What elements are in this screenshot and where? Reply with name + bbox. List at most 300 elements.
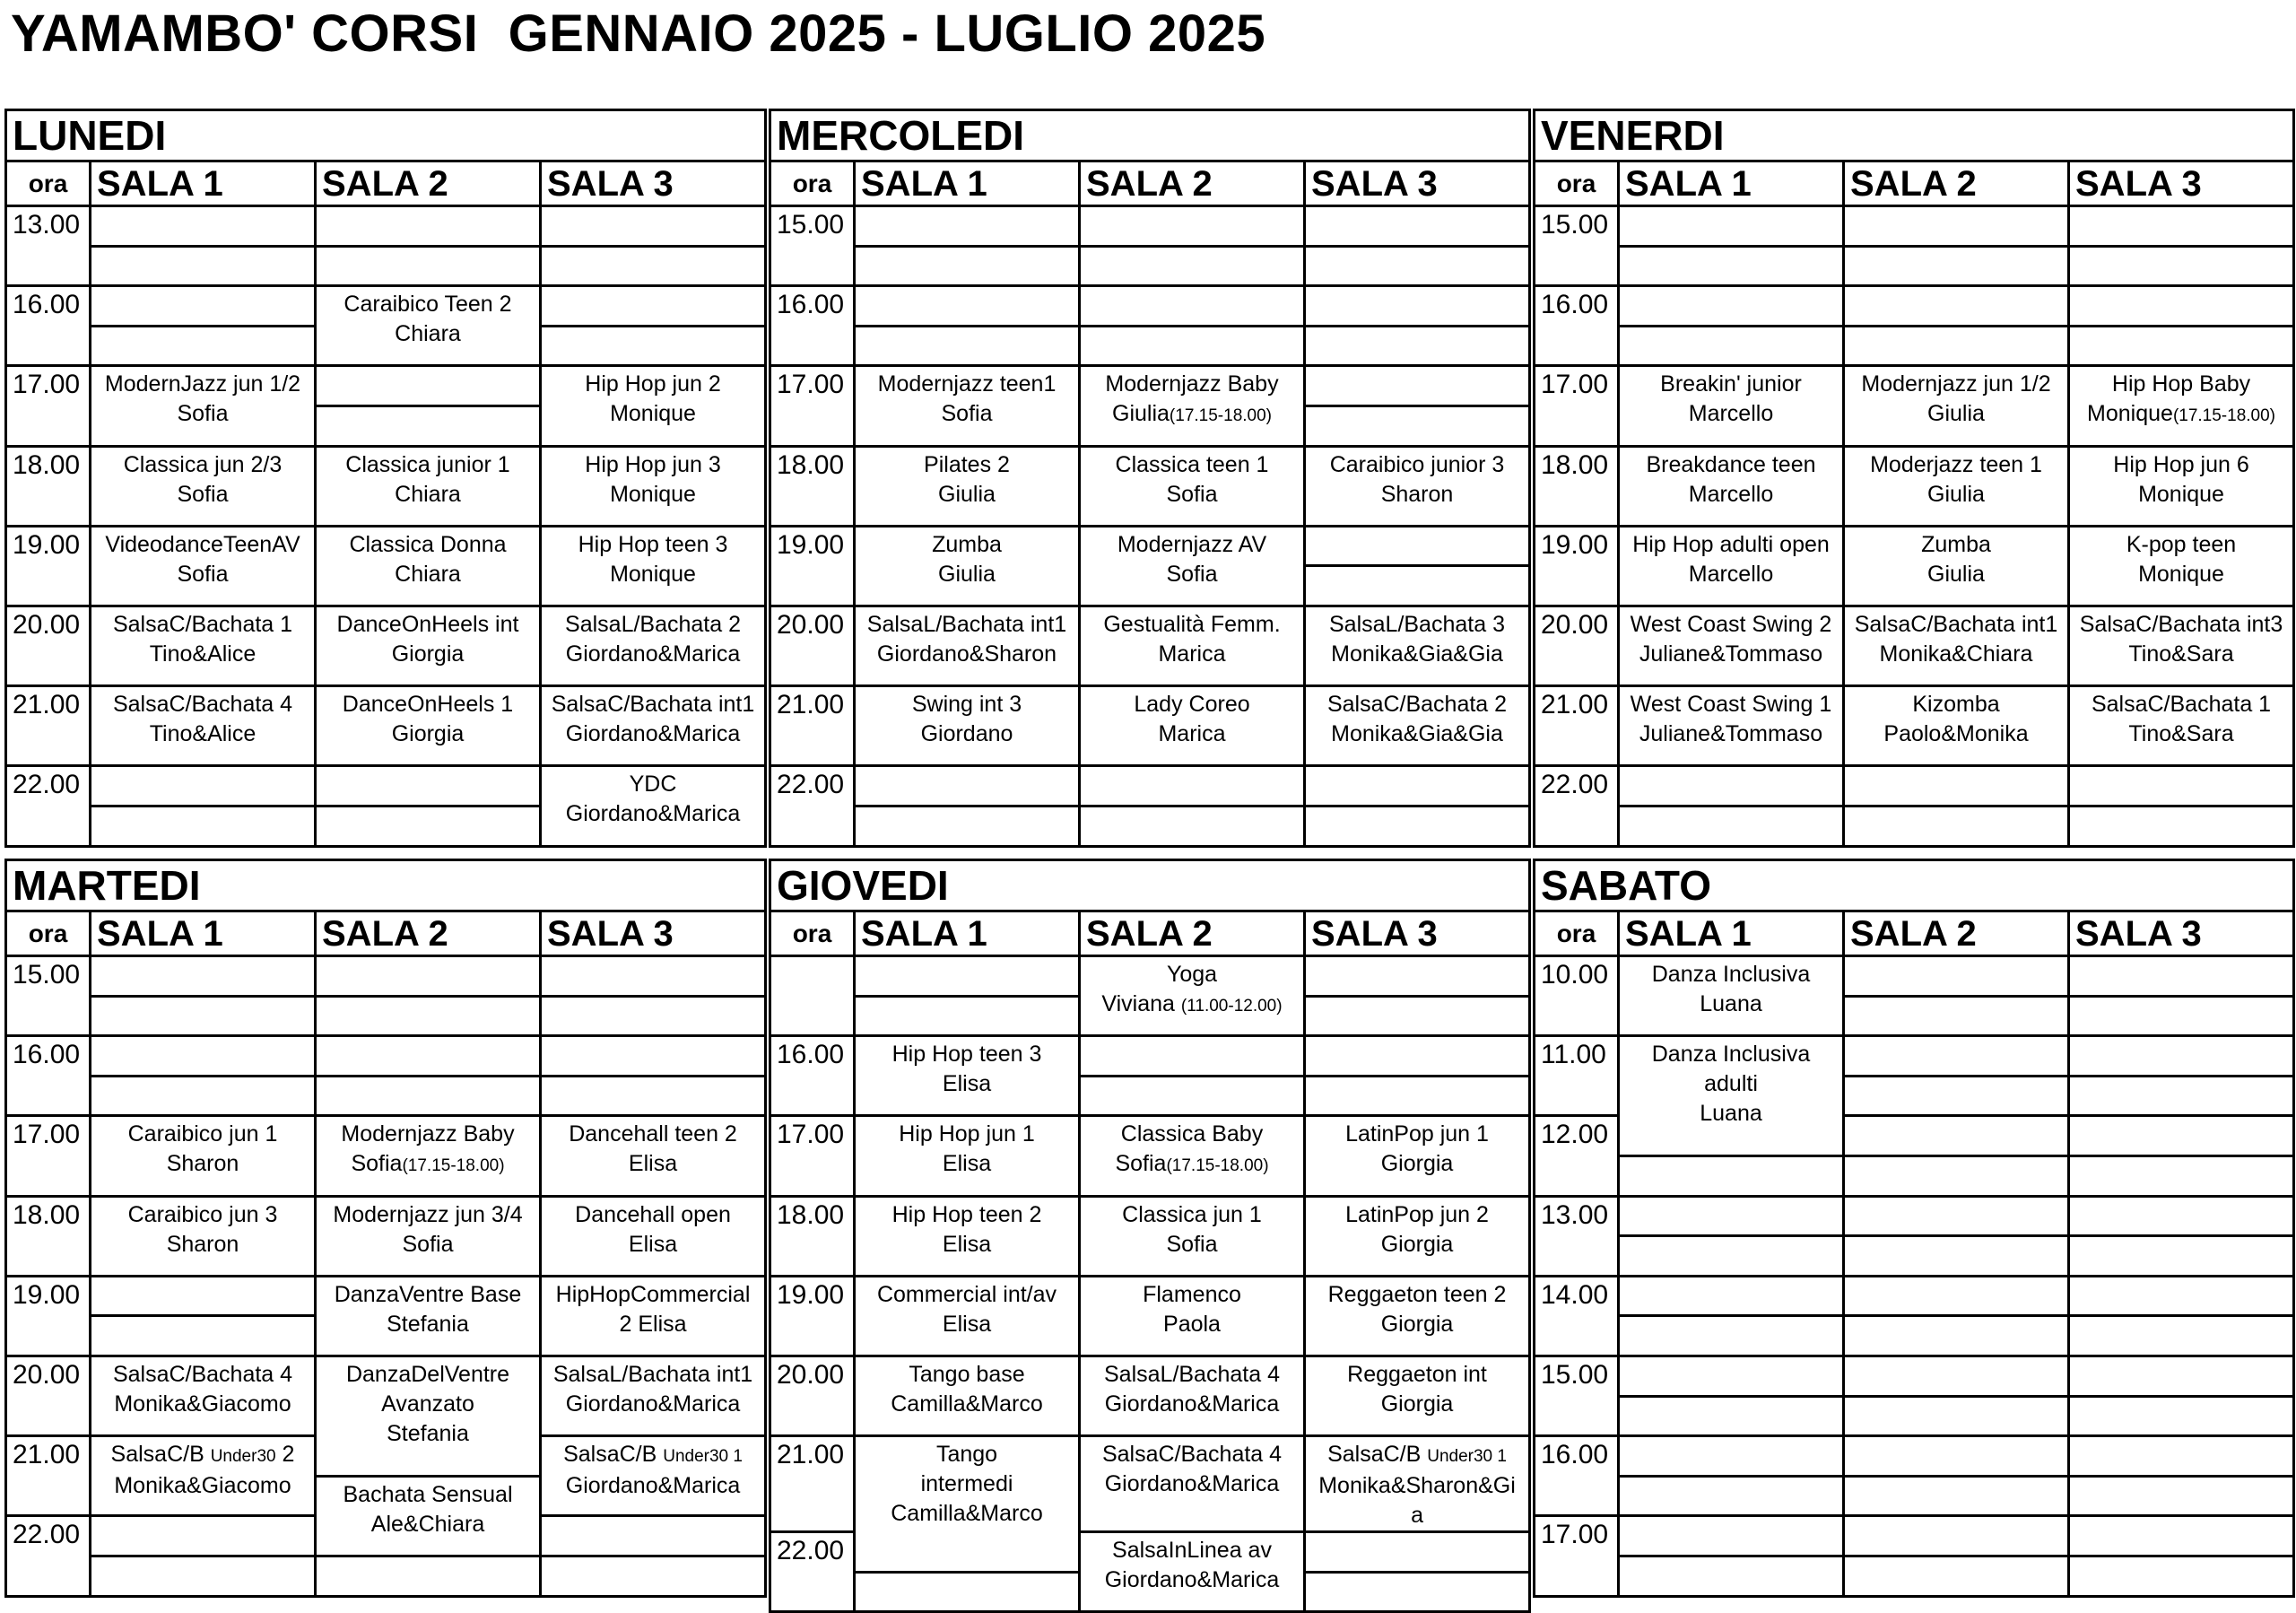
class-name — [1620, 690, 1842, 719]
cell-text: Hip Hop Baby — [2111, 371, 2251, 397]
class-cell — [855, 686, 1080, 766]
page-title: YAMAMBO' CORSI GENNAIO 2025 - LUGLIO 2025 — [11, 4, 1266, 63]
cell-text: Caraibico junior 3 — [1329, 451, 1505, 477]
class-cell — [1844, 526, 2069, 606]
empty-cell — [91, 1076, 316, 1116]
cell-text: Flamenco — [1143, 1281, 1241, 1307]
cell-text: Hip Hop teen 2 — [891, 1201, 1042, 1227]
time-cell: 10.00 — [1535, 956, 1619, 1036]
class-name — [542, 370, 764, 399]
cell-text: SalsaC/Bachata 1 — [112, 611, 293, 637]
class-line — [91, 1390, 314, 1419]
empty-cell — [91, 766, 316, 806]
time-cell — [770, 956, 855, 1036]
class-name — [317, 1120, 539, 1149]
class-line — [91, 560, 314, 589]
cell-text: SalsaC/Bachata 2 — [1326, 692, 1508, 718]
empty-cell — [1844, 1196, 2069, 1236]
time-note: (11.00-12.00) — [1180, 997, 1283, 1016]
class-line — [1306, 1471, 1528, 1501]
cell-text: Sofia — [177, 401, 229, 427]
small-note: Under30 — [210, 1447, 276, 1467]
class-cell — [855, 1036, 1080, 1116]
class-line — [2070, 560, 2292, 589]
class-name — [1620, 530, 1842, 560]
cell-text: DanceOnHeels int — [336, 611, 519, 637]
cell-text: Paolo&Monika — [1883, 721, 2029, 747]
cell-text: Zumba — [1921, 531, 1991, 557]
time-cell: 15.00 — [1535, 206, 1619, 286]
class-cell — [541, 446, 766, 526]
cell-text: Gestualità Femm. — [1103, 611, 1281, 637]
class-line — [2070, 640, 2292, 669]
empty-cell — [1844, 1476, 2069, 1516]
class-line — [856, 719, 1078, 749]
empty-cell — [316, 806, 541, 846]
cell-text: LatinPop jun 1 — [1345, 1121, 1489, 1147]
class-line — [1306, 640, 1528, 669]
class-cell — [855, 1436, 1080, 1573]
class-line — [1306, 1310, 1528, 1339]
empty-cell — [1305, 326, 1530, 366]
class-line — [856, 1499, 1078, 1529]
cell-text: Chiara — [395, 561, 461, 587]
time-cell: 19.00 — [1535, 526, 1619, 606]
class-line — [317, 1419, 539, 1449]
class-line — [317, 1310, 539, 1339]
empty-cell — [1619, 766, 1844, 806]
class-line — [1845, 719, 2067, 749]
class-name — [1081, 610, 1303, 640]
class-line — [856, 1069, 1078, 1099]
class-line — [856, 1469, 1078, 1499]
empty-cell — [1619, 246, 1844, 286]
empty-cell — [316, 766, 541, 806]
empty-cell — [541, 1036, 766, 1077]
room-header: SALA 2 — [1080, 911, 1305, 956]
cell-text: Hip Hop jun 2 — [585, 371, 721, 397]
empty-cell — [1844, 286, 2069, 327]
room-header: SALA 1 — [91, 161, 316, 206]
empty-cell — [1619, 1236, 1844, 1277]
ora-header: ora — [770, 161, 855, 206]
cell-text: Monique — [2138, 481, 2224, 507]
room-header: SALA 2 — [316, 161, 541, 206]
class-name — [1620, 960, 1842, 990]
cell-text: Modernjazz Baby — [341, 1121, 515, 1147]
class-line — [1845, 399, 2067, 429]
cell-text: Elisa — [942, 1311, 992, 1337]
class-name — [542, 1200, 764, 1230]
class-cell — [541, 1436, 766, 1516]
class-cell — [855, 446, 1080, 526]
cell-text: Giordano&Marica — [565, 641, 741, 667]
class-cell — [316, 1356, 541, 1476]
room-header: SALA 3 — [541, 911, 766, 956]
class-line — [317, 1149, 539, 1181]
class-name — [1620, 450, 1842, 480]
cell-text: Monika&Gia&Gia — [1331, 641, 1503, 667]
time-cell: 14.00 — [1535, 1276, 1619, 1356]
empty-cell — [1305, 206, 1530, 247]
class-line — [856, 1390, 1078, 1419]
class-cell — [541, 526, 766, 606]
room-header: SALA 1 — [855, 911, 1080, 956]
class-cell — [316, 1476, 541, 1556]
class-line — [1081, 1310, 1303, 1339]
class-name — [1306, 450, 1528, 480]
class-line — [1620, 719, 1842, 749]
day-table-venerdi — [1533, 109, 2295, 848]
cell-text: Elisa — [942, 1151, 992, 1177]
class-line — [1620, 1099, 1842, 1129]
empty-cell — [2069, 996, 2294, 1036]
cell-text: Sofia — [177, 481, 229, 507]
cell-text: Hip Hop jun 1 — [899, 1121, 1035, 1147]
class-name — [856, 1040, 1078, 1069]
cell-text: Giordano&Marica — [565, 721, 741, 747]
time-cell: 15.00 — [770, 206, 855, 286]
class-name — [1306, 690, 1528, 719]
empty-cell — [91, 806, 316, 846]
time-cell: 16.00 — [6, 1036, 91, 1116]
cell-text: Monika&Giacomo — [114, 1473, 291, 1499]
time-note: (17.15-18.00) — [1166, 1156, 1269, 1176]
empty-cell — [541, 1076, 766, 1116]
time-cell: 22.00 — [6, 766, 91, 846]
time-cell: 21.00 — [1535, 686, 1619, 766]
cell-text: Giordano&Marica — [565, 1473, 741, 1499]
cell-text: K-pop teen — [2126, 531, 2237, 557]
class-cell — [1080, 446, 1305, 526]
class-line — [542, 560, 764, 589]
cell-text: Sharon — [1380, 481, 1454, 507]
cell-text: Modernjazz jun 3/4 — [333, 1201, 523, 1227]
class-line — [317, 1510, 539, 1539]
class-line — [856, 560, 1078, 589]
class-name — [1081, 690, 1303, 719]
cell-text: Sofia — [177, 561, 229, 587]
room-header: SALA 3 — [1305, 161, 1530, 206]
empty-cell — [91, 1556, 316, 1596]
cell-text: Luana — [1700, 1101, 1762, 1127]
cell-text: Giordano&Marica — [1104, 1567, 1280, 1593]
time-cell: 17.00 — [6, 1116, 91, 1196]
empty-cell — [855, 766, 1080, 806]
cell-text: Marica — [1158, 641, 1226, 667]
room-header: SALA 3 — [2069, 911, 2294, 956]
cell-text: Viviana — [1101, 991, 1181, 1016]
class-line — [1081, 1469, 1303, 1499]
class-line — [542, 799, 764, 829]
empty-cell — [2069, 1196, 2294, 1236]
class-line — [317, 640, 539, 669]
class-line — [542, 719, 764, 749]
class-cell — [1305, 1116, 1530, 1196]
class-name — [542, 1360, 764, 1390]
cell-text: SalsaC/Bachata int1 — [551, 692, 755, 718]
class-name — [1845, 690, 2067, 719]
class-cell — [1080, 1356, 1305, 1435]
small-note: Under30 1 — [1427, 1447, 1507, 1467]
cell-text: Giorgia — [1380, 1231, 1454, 1257]
empty-cell — [316, 1556, 541, 1596]
class-line — [542, 399, 764, 429]
class-cell — [91, 606, 316, 685]
cell-text: SalsaC/Bachata 4 — [112, 1361, 293, 1387]
empty-cell — [855, 996, 1080, 1036]
class-line — [1845, 480, 2067, 510]
cell-text: Classica teen 1 — [1115, 451, 1269, 477]
cell-text: Giordano&Marica — [1104, 1391, 1280, 1417]
cell-text: Classica Baby — [1120, 1121, 1264, 1147]
class-line — [1081, 480, 1303, 510]
time-cell: 16.00 — [1535, 1436, 1619, 1516]
class-line — [542, 1310, 764, 1339]
class-line — [856, 640, 1078, 669]
class-line — [1306, 719, 1528, 749]
class-line — [91, 719, 314, 749]
empty-cell — [91, 1036, 316, 1077]
class-cell — [541, 606, 766, 685]
cell-text: SalsaL/Bachata int1 — [866, 611, 1067, 637]
empty-cell — [316, 246, 541, 286]
empty-cell — [2069, 1556, 2294, 1596]
empty-cell — [1080, 246, 1305, 286]
class-line — [856, 399, 1078, 429]
class-cell — [316, 286, 541, 366]
class-cell — [316, 686, 541, 766]
empty-cell — [2069, 1436, 2294, 1477]
time-cell: 17.00 — [6, 366, 91, 446]
class-name — [542, 1120, 764, 1149]
class-line — [1081, 1149, 1303, 1181]
time-cell: 12.00 — [1535, 1116, 1619, 1196]
class-name — [856, 1280, 1078, 1310]
cell-text: Bachata Sensual — [343, 1481, 513, 1507]
class-cell — [1080, 1532, 1305, 1612]
empty-cell — [1844, 996, 2069, 1036]
room-header: SALA 3 — [1305, 911, 1530, 956]
cell-text: a — [1411, 1503, 1423, 1529]
empty-cell — [316, 206, 541, 247]
class-cell — [91, 1436, 316, 1516]
class-cell — [1305, 1436, 1530, 1532]
cell-text: Yoga — [1166, 962, 1218, 987]
class-name — [317, 1280, 539, 1310]
class-name — [856, 530, 1078, 560]
class-name — [2070, 370, 2292, 399]
cell-text: HipHopCommercial — [555, 1281, 751, 1307]
class-cell — [1619, 526, 1844, 606]
ora-header: ora — [6, 161, 91, 206]
empty-cell — [1844, 1316, 2069, 1356]
class-name — [91, 450, 314, 480]
empty-cell — [1080, 206, 1305, 247]
class-cell — [1305, 686, 1530, 766]
class-cell — [91, 526, 316, 606]
cell-text: Giorgia — [391, 721, 465, 747]
class-cell — [316, 1196, 541, 1276]
cell-text: Swing int 3 — [911, 692, 1022, 718]
empty-cell — [2069, 1316, 2294, 1356]
ora-header: ora — [6, 911, 91, 956]
cell-text: Giulia — [1927, 401, 1985, 427]
class-line — [2070, 399, 2292, 431]
class-name — [1081, 1536, 1303, 1565]
empty-cell — [1080, 1076, 1305, 1116]
room-header: SALA 2 — [316, 911, 541, 956]
empty-cell — [1844, 1076, 2069, 1116]
cell-text: Giorgia — [1380, 1311, 1454, 1337]
empty-cell — [2069, 246, 2294, 286]
cell-text: DanzaVentre Base — [334, 1281, 522, 1307]
empty-cell — [1619, 286, 1844, 327]
class-line — [1620, 399, 1842, 429]
cell-text: adulti — [1704, 1071, 1758, 1097]
class-cell — [1844, 686, 2069, 766]
cell-text: Monique — [610, 561, 696, 587]
class-line — [1306, 1230, 1528, 1260]
empty-cell — [1844, 766, 2069, 806]
class-cell — [1619, 366, 1844, 446]
class-line — [1620, 640, 1842, 669]
class-cell — [1619, 686, 1844, 766]
class-cell — [2069, 446, 2294, 526]
empty-cell — [855, 246, 1080, 286]
empty-cell — [1305, 526, 1530, 566]
cell-text: Elisa — [942, 1231, 992, 1257]
time-cell: 19.00 — [770, 1276, 855, 1356]
class-cell — [1305, 1356, 1530, 1435]
class-cell — [316, 526, 541, 606]
cell-text: Giordano&Marica — [1104, 1471, 1280, 1497]
class-line — [1620, 1069, 1842, 1099]
class-line — [1306, 1501, 1528, 1530]
class-cell — [91, 366, 316, 446]
class-name — [317, 1480, 539, 1510]
cell-text: Giorgia — [391, 641, 465, 667]
class-cell — [91, 446, 316, 526]
class-cell — [855, 1196, 1080, 1276]
empty-cell — [91, 1516, 316, 1556]
cell-text: Giulia — [1927, 481, 1985, 507]
class-cell — [91, 1196, 316, 1276]
empty-cell — [2069, 1476, 2294, 1516]
time-cell: 17.00 — [1535, 366, 1619, 446]
cell-text: Ale&Chiara — [370, 1511, 485, 1537]
class-cell — [91, 686, 316, 766]
class-cell — [91, 1116, 316, 1196]
time-cell: 19.00 — [6, 1276, 91, 1356]
cell-text: Sofia — [941, 401, 993, 427]
empty-cell — [1619, 1316, 1844, 1356]
cell-text: 2 Elisa — [619, 1311, 687, 1337]
class-name — [856, 1440, 1078, 1469]
empty-cell — [1619, 1396, 1844, 1436]
cell-text: YDC — [629, 772, 677, 798]
cell-text: SalsaL/Bachata int1 — [552, 1361, 753, 1387]
empty-cell — [1080, 806, 1305, 846]
cell-text: Giulia — [938, 561, 996, 587]
cell-text: West Coast Swing 1 — [1630, 692, 1832, 718]
time-cell: 18.00 — [1535, 446, 1619, 526]
empty-cell — [1305, 1076, 1530, 1116]
empty-cell — [1619, 1516, 1844, 1556]
cell-text: Paola — [1163, 1311, 1221, 1337]
class-cell — [855, 1356, 1080, 1435]
class-name — [1306, 1360, 1528, 1390]
class-line — [1081, 399, 1303, 431]
empty-cell — [1305, 366, 1530, 406]
empty-cell — [91, 206, 316, 247]
class-cell — [2069, 366, 2294, 446]
class-name — [542, 770, 764, 799]
cell-text: Giorgia — [1380, 1391, 1454, 1417]
cell-text: Dancehall open — [575, 1201, 731, 1227]
cell-text: Tino&Alice — [149, 721, 257, 747]
day-name: MERCOLEDI — [770, 110, 1530, 161]
time-cell: 16.00 — [1535, 286, 1619, 366]
empty-cell — [1080, 766, 1305, 806]
class-line — [542, 1230, 764, 1260]
class-name — [91, 1440, 314, 1471]
time-cell: 13.00 — [6, 206, 91, 286]
class-name — [1081, 530, 1303, 560]
class-cell — [316, 606, 541, 685]
empty-cell — [2069, 286, 2294, 327]
time-note: (17.15-18.00) — [1169, 406, 1272, 426]
cell-text: Classica junior 1 — [345, 451, 510, 477]
empty-cell — [1305, 1572, 1530, 1612]
class-cell — [541, 1196, 766, 1276]
class-name — [91, 1360, 314, 1390]
time-cell: 22.00 — [770, 1532, 855, 1612]
empty-cell — [541, 246, 766, 286]
cell-text: SalsaC/B — [110, 1442, 211, 1468]
cell-text: Luana — [1700, 991, 1762, 1016]
room-header: SALA 1 — [855, 161, 1080, 206]
class-name — [856, 370, 1078, 399]
class-cell — [316, 1116, 541, 1196]
empty-cell — [1305, 566, 1530, 606]
empty-cell — [2069, 326, 2294, 366]
class-cell — [1080, 1196, 1305, 1276]
cell-text: Giorgia — [1380, 1151, 1454, 1177]
cell-text: DanzaDelVentre — [345, 1361, 510, 1387]
class-cell — [855, 606, 1080, 685]
empty-cell — [1080, 1036, 1305, 1077]
cell-text: ModernJazz jun 1/2 — [104, 371, 301, 397]
cell-text: SalsaC/Bachata int3 — [2079, 611, 2283, 637]
empty-cell — [1619, 1476, 1844, 1516]
class-name — [91, 690, 314, 719]
cell-text: Tino&Alice — [149, 641, 257, 667]
empty-cell — [2069, 1076, 2294, 1116]
class-cell — [91, 1356, 316, 1435]
cell-text: Marica — [1158, 721, 1226, 747]
empty-cell — [1080, 326, 1305, 366]
class-cell — [1619, 1036, 1844, 1156]
empty-cell — [2069, 1356, 2294, 1396]
empty-cell — [1844, 1236, 2069, 1277]
cell-text: Monique — [2087, 401, 2173, 427]
class-line — [856, 1230, 1078, 1260]
ora-header: ora — [770, 911, 855, 956]
time-cell: 18.00 — [6, 446, 91, 526]
cell-text: SalsaC/Bachata 1 — [2091, 692, 2272, 718]
room-header: SALA 3 — [541, 161, 766, 206]
